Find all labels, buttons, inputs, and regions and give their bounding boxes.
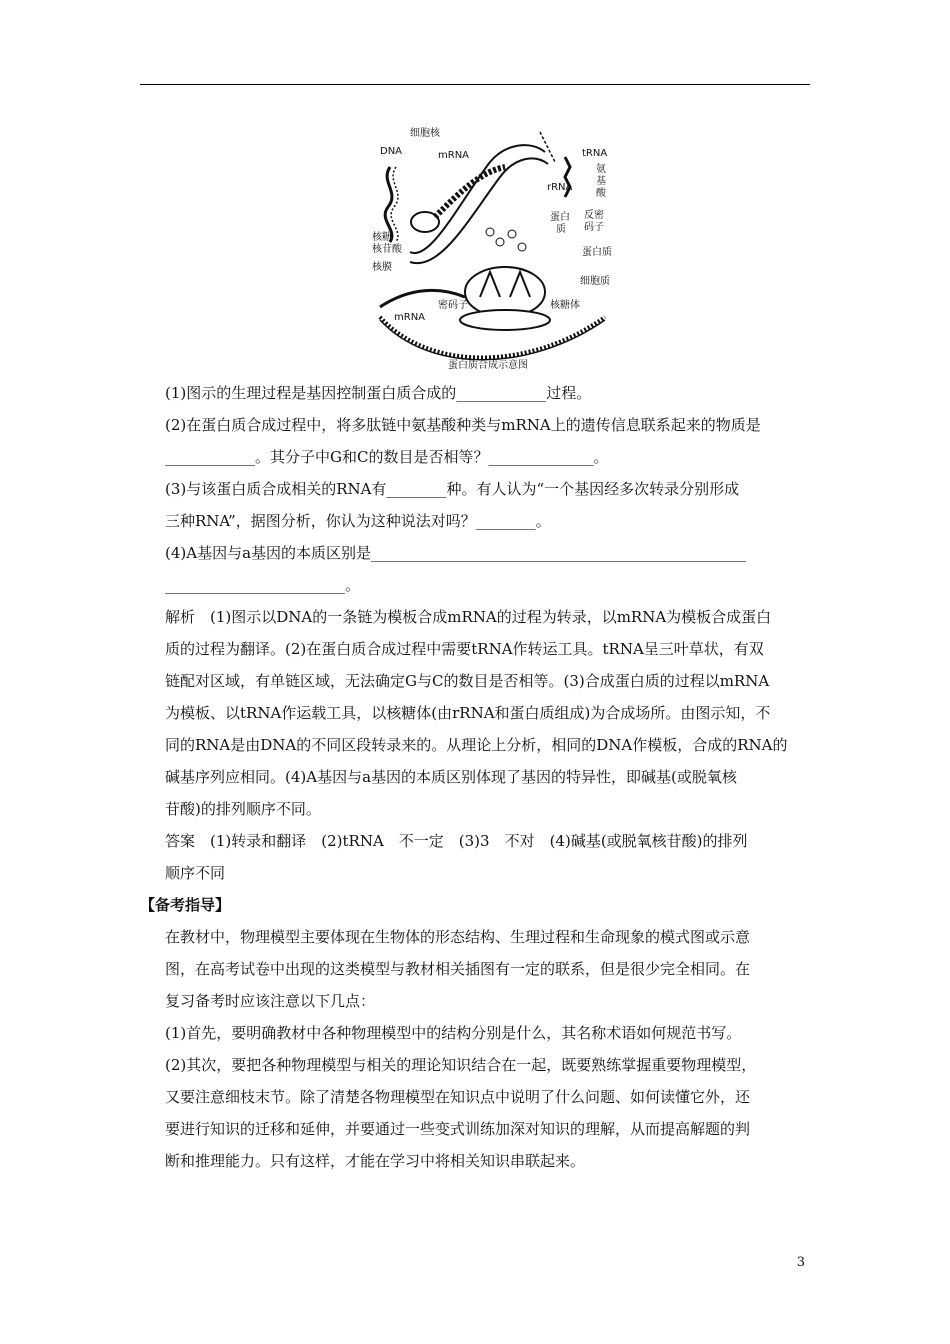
guide-line-4: (1)首先，要明确教材中各种物理模型中的结构分别是什么，其名称术语如何规范书写。 — [165, 1024, 742, 1042]
label-mrna-top: mRNA — [438, 150, 470, 161]
question-1: (1)图示的生理过程是基因控制蛋白质合成的____________过程。 — [165, 384, 592, 402]
question-4-a: (4)A基因与a基因的本质区别是__________________________________________________ — [165, 544, 747, 562]
label-cytoplasm: 细胞质 — [580, 276, 610, 287]
question-4-b: ________________________。 — [165, 576, 361, 594]
guide-line-1: 在教材中，物理模型主要体现在生物体的形态结构、生理过程和生命现象的模式图或示意 — [165, 928, 751, 946]
question-2-b: ____________。其分子中G和C的数目是否相等？______________。 — [165, 448, 609, 466]
analysis-line-5: 同的RNA是由DNA的不同区段转录来的。从理论上分析，相同的DNA作模板，合成的RNA的 — [165, 736, 788, 754]
label-dna: DNA — [380, 146, 403, 157]
label-amino-acid-2: 基 — [596, 176, 606, 187]
page-number: 3 — [796, 1255, 805, 1270]
label-anticodon-1: 反密 — [584, 210, 604, 221]
analysis-line-1: 解析 (1)图示以DNA的一条链为模板合成mRNA的过程为转录，以mRNA为模板合成蛋白 — [165, 608, 772, 626]
guide-line-7: 要进行知识的迁移和延伸，并要通过一些变式训练加深对知识的理解，从而提高解题的判 — [165, 1120, 751, 1138]
section-heading: 【备考指导】 — [140, 896, 231, 914]
question-2-a: (2)在蛋白质合成过程中，将多肽链中氨基酸种类与mRNA上的遗传信息联系起来的物质是 — [165, 416, 761, 434]
answer-line-2: 顺序不同 — [165, 864, 226, 882]
analysis-line-7: 苷酸)的排列顺序不同。 — [165, 800, 321, 818]
label-amino-acid-1: 氨 — [596, 164, 606, 175]
label-trna: tRNA — [582, 148, 608, 159]
label-membrane: 核膜 — [372, 262, 392, 273]
label-nucleotide-1: 核糖 — [372, 232, 392, 243]
label-nucleus: 细胞核 — [410, 128, 440, 139]
label-amino-acid-3: 酸 — [596, 188, 606, 199]
label-anticodon-2: 码子 — [584, 222, 604, 233]
header-rule — [140, 84, 810, 85]
label-protein: 蛋白质 — [582, 247, 612, 258]
protein-synthesis-diagram — [370, 122, 620, 374]
guide-line-5: (2)其次，要把各种物理模型与相关的理论知识结合在一起，既要熟练掌握重要物理模型， — [165, 1056, 757, 1074]
answer-line-1: 答案 (1)转录和翻译 (2)tRNA 不一定 (3)3 不对 (4)碱基(或脱氧核苷酸)的排列 — [165, 832, 748, 850]
label-nucleotide-2: 核苷酸 — [372, 244, 402, 255]
figure-caption: 蛋白质合成示意图 — [448, 360, 528, 371]
question-3-a: (3)与该蛋白质合成相关的RNA有________种。有人认为“一个基因经多次转录分别形成 — [165, 480, 740, 498]
analysis-line-6: 碱基序列应相同。(4)A基因与a基因的本质区别体现了基因的特异性，即碱基(或脱氧核 — [165, 768, 737, 786]
label-ribosome: 核糖体 — [550, 300, 580, 311]
label-rrna: rRNA — [547, 182, 573, 193]
analysis-line-3: 链配对区域，有单链区域，无法确定G与C的数目是否相等。(3)合成蛋白质的过程以mRNA — [165, 672, 770, 690]
label-mrna-bottom: mRNA — [394, 312, 426, 323]
label-protein-small-1: 蛋白 — [550, 212, 570, 223]
guide-line-3: 复习备考时应该注意以下几点： — [165, 992, 376, 1010]
guide-line-8: 断和推理能力。只有这样，才能在学习中将相关知识串联起来。 — [165, 1152, 586, 1170]
label-protein-small-2: 质 — [556, 224, 566, 235]
analysis-line-2: 质的过程为翻译。(2)在蛋白质合成过程中需要tRNA作转运工具。tRNA呈三叶草状，有双 — [165, 640, 764, 658]
guide-line-6: 又要注意细枝末节。除了清楚各物理模型在知识点中说明了什么问题、如何读懂它外，还 — [165, 1088, 751, 1106]
analysis-line-4: 为模板、以tRNA作运载工具，以核糖体(由rRNA和蛋白质组成)为合成场所。由图示知，不 — [165, 704, 771, 722]
label-codon: 密码子 — [438, 300, 468, 311]
guide-line-2: 图，在高考试卷中出现的这类模型与教材相关插图有一定的联系，但是很少完全相同。在 — [165, 960, 751, 978]
question-3-b: 三种RNA”，据图分析，你认为这种说法对吗？________。 — [165, 512, 551, 530]
